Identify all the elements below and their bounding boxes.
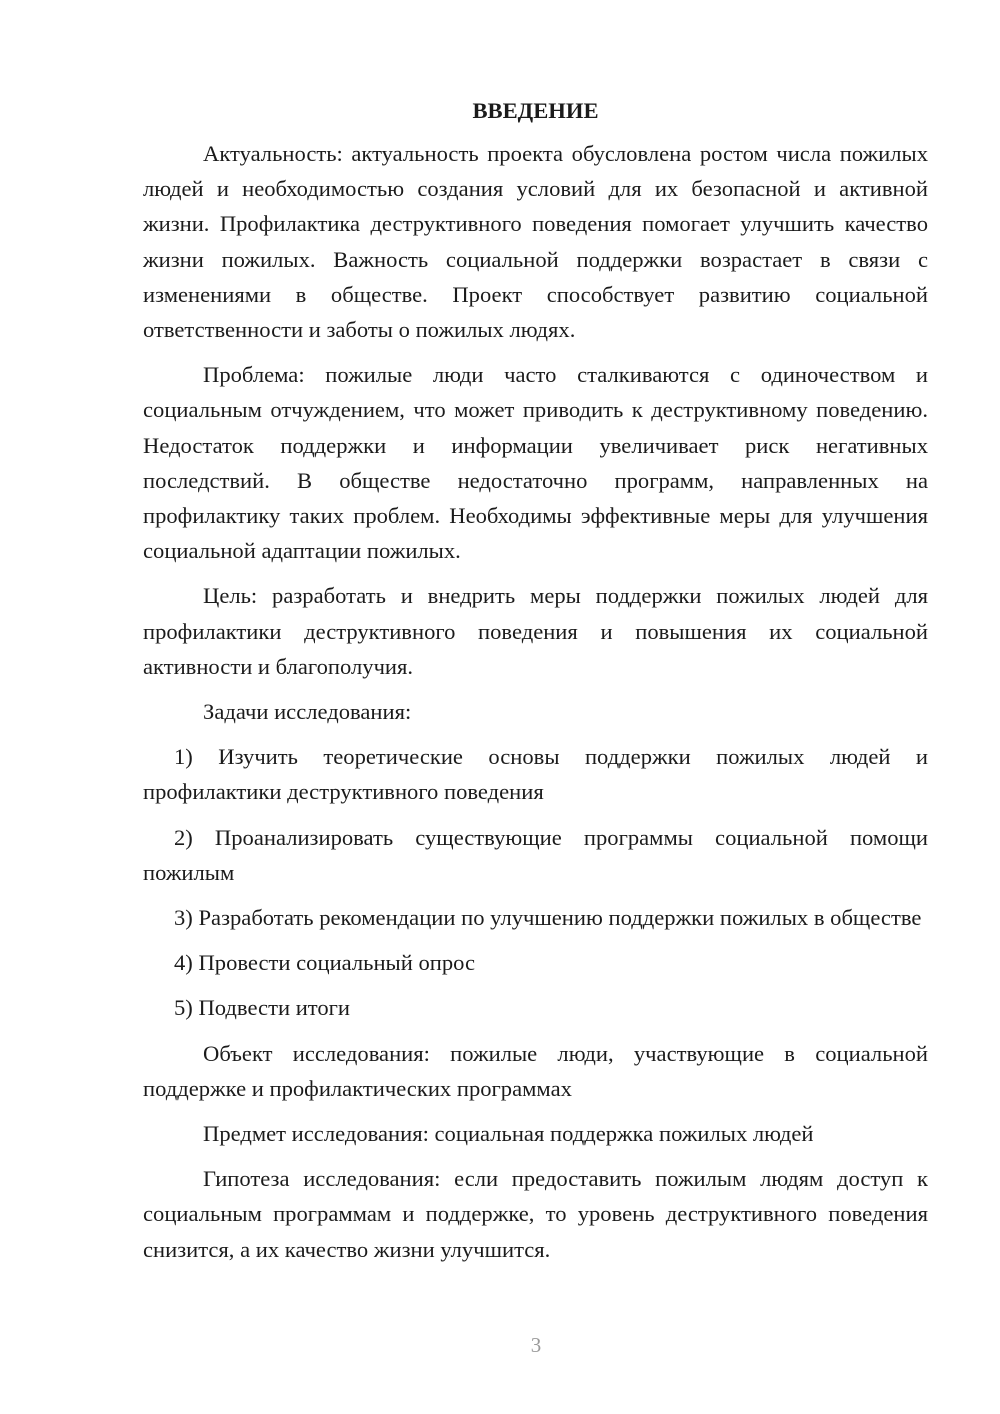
task-item: 1) Изучить теоретические основы поддержки пожилых людей и профилактики деструктивного поведения: [143, 744, 928, 805]
problem-paragraph: Проблема: пожилые люди часто сталкиваются с одиночеством и социальным отчуждением, что может приводить к деструктивному поведению. Недостаток поддержки и информации увеличивает риск негативных последствий. В обществе недостаточно программ, направленных на профилактику таких проблем. Необходимы эффективные меры для улучшения социальной адаптации пожилых.: [143, 362, 928, 564]
subject-paragraph: Предмет исследования: социальная поддержка пожилых людей: [203, 1121, 814, 1147]
tasks-list: [143, 739, 928, 1025]
relevance-paragraph: Актуальность: актуальность проекта обусловлена ростом числа пожилых людей и необходимостью создания условий для их безопасной и активной жизни. Профилактика деструктивного поведения помогает улучшить качество жизни пожилых. Важность социальной поддержки возрастает в связи с изменениями в обществе. Проект способствует развитию социальной ответственности и заботы о пожилых людях.: [143, 141, 928, 343]
task-item: 5) Подвести итоги: [174, 995, 351, 1021]
object-paragraph: Объект исследования: пожилые люди, участвующие в социальной поддержке и профилактических программах: [143, 1040, 928, 1101]
tasks-title: Задачи исследования:: [203, 699, 412, 725]
hypothesis-paragraph: Гипотеза исследования: если предоставить пожилым людям доступ к социальным программам и поддержке, то уровень деструктивного поведения снизится, а их качество жизни улучшится.: [143, 1166, 928, 1262]
goal-paragraph: Цель: разработать и внедрить меры поддержки пожилых людей для профилактики деструктивного поведения и повышения их социальной активности и благополучия.: [143, 583, 928, 679]
task-item: 4) Провести социальный опрос: [174, 950, 476, 976]
section-heading: ВВЕДЕНИЕ: [472, 98, 599, 123]
task-item: 3) Разработать рекомендации по улучшению поддержки пожилых в обществе: [174, 905, 922, 931]
page-content: [143, 96, 928, 1277]
task-item: 2) Проанализировать существующие программы социальной помощи пожилым: [143, 824, 928, 885]
page-number: 3: [530, 1333, 542, 1357]
